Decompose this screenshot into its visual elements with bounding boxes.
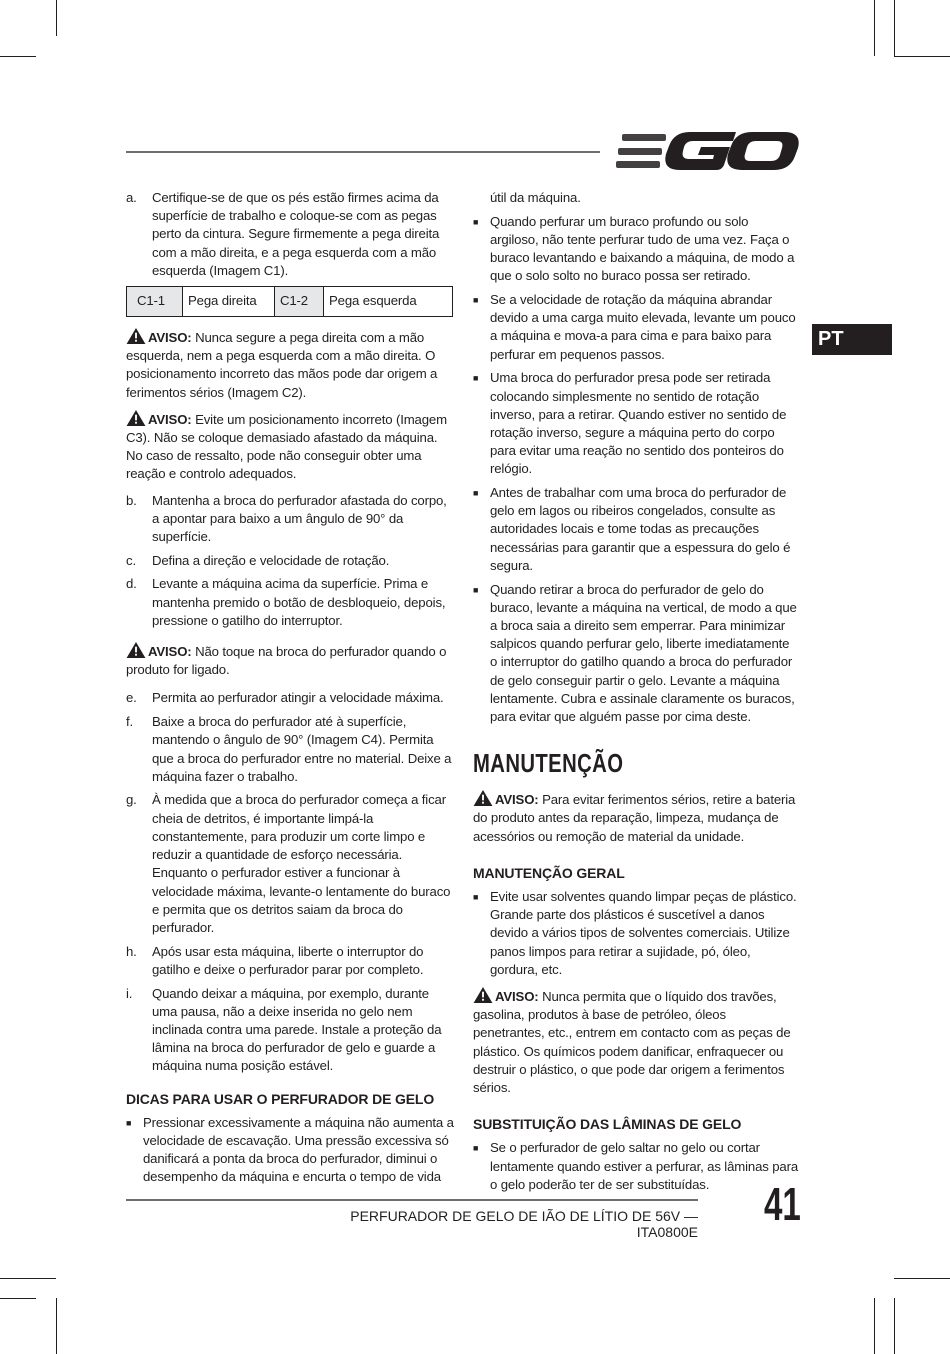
warning-icon [126,410,146,426]
warning-icon [126,328,146,344]
crop-mark [894,1298,895,1354]
list-marker: b. [126,492,137,508]
table-label: Pega esquerda [324,287,453,317]
warning-head: AVISO: [495,792,539,808]
list-text: Permita ao perfurador atingir a velocidade máxima. [152,690,444,706]
list-item [126,552,454,570]
bullet-square-icon: ■ [473,373,479,384]
crop-mark [0,1298,36,1299]
warning-head: AVISO: [148,330,192,346]
warning-head: AVISO: [148,411,192,427]
section-heading: DICAS PARA USAR O PERFURADOR DE GELO [126,1090,435,1107]
bullet-text: Evite usar solventes quando limpar peças de plástico. Grande parte dos plásticos é suscetível a danos devido a vários tipos de solventes comerciais. Utilize panos limpos para retirar a sujidade, pó, óleo, gordura, etc. [490,889,797,977]
crop-mark [0,56,36,57]
list-marker: f. [126,714,134,730]
warning-head: AVISO: [148,644,192,660]
list-marker: i. [126,985,133,1001]
ego-logo [616,128,800,174]
table-code: C1-1 [127,287,183,317]
language-tab: PT [812,324,892,355]
warning-text: Não toque na broca do perfurador quando o produto for ligado. [126,644,447,678]
bullet-text: Quando perfurar um buraco profundo ou solo argiloso, não tente perfurar tudo de uma vez. Faça o buraco levantando e baixando a máquina, de modo a que o solo solto no buraco possa ser retirado. [490,213,795,284]
bullet-text: útil da máquina. [490,190,581,205]
crop-mark [874,1298,875,1354]
list-item [126,791,454,937]
bullet-item [473,888,799,979]
list-text: Baixe a broca do perfurador até à superfície, mantendo o ângulo de 90° (Imagem C4). Permita que a broca do perfurador entre no material. Deixe a máquina fazer o trabalho. [152,714,452,784]
list-marker: d. [126,576,137,592]
section-heading: SUBSTITUIÇÃO DAS LÂMINAS DE GELO [473,1116,742,1133]
crop-mark [874,0,875,56]
list-text: Defina a direção e velocidade de rotação. [152,552,390,568]
bullet-square-icon: ■ [473,584,479,595]
bullet-square-icon: ■ [473,216,479,227]
warning-text: Nunca segure a pega direita com a mão esquerda, nem a pega esquerda com a mão direita. O posicionamento incorreto das mãos pode dar origem a ferimentos sérios (Imagem C2). [126,330,438,400]
warning [126,642,454,679]
page-number: 41 [764,1178,801,1230]
crop-mark [894,0,895,56]
warning [473,987,799,1097]
list-item [126,189,454,280]
list-item [126,492,454,547]
bullet-text: Se o perfurador de gelo saltar no gelo ou cortar lentamente quando estiver a perfurar, as lâminas para o gelo poderão ter de ser substituídas. [490,1140,799,1192]
warning [126,410,454,484]
crop-mark [0,1278,56,1279]
bullet-text: Pressionar excessivamente a máquina não aumenta a velocidade de escavação. Uma pressão excessiva só danificará a ponta da broca do perfurador, diminui o desempenho da máquina e encurta o tempo de vida [143,1114,454,1185]
table-label: Pega direita [183,287,275,317]
list-text: Após usar esta máquina, liberte o interruptor do gatilho e deixe o perfurador parar por completo. [152,943,424,977]
bullet-square-icon: ■ [473,295,479,306]
warning-icon [473,790,493,806]
bullet-text: Antes de trabalhar com uma broca do perfurador de gelo em lagos ou ribeiros congelados, consulte as autoridades locais e tome todas as precauções necessárias para garantir que a espessura do gelo é segura. [490,485,791,573]
handle-table [126,286,453,317]
list-marker: c. [126,552,136,568]
header-rule [126,151,600,153]
crop-mark [56,1298,57,1354]
bullet-item [126,1114,454,1187]
bullet-text: Se a velocidade de rotação da máquina abrandar devido a uma carga muito elevada, levante um pouco a máquina e mova-a para cima e para baixo para perfurar em pequenos passos. [490,292,796,362]
bullet-item [473,581,799,727]
list-item [126,689,454,707]
bullet-item [473,1139,799,1194]
list-text: À medida que a broca do perfurador começa a ficar cheia de detritos, é importante limpá-la constantemente, para produzir um corte limpo e reduzir a quantidade de esforço necessária. Enquanto o perfurador estiver a funcionar à velocidade máxima, levante-o lentamente do buraco e permita que os detritos saiam da broca do perfurador. [152,792,451,935]
list-text: Levante a máquina acima da superfície. Prima e mantenha premido o botão de desbloqueio, depois, pressione o gatilho do interruptor. [152,576,446,628]
bullet-item [473,484,799,575]
list-item [126,713,454,786]
bullet-spacer [473,189,490,207]
bullet-text: Quando retirar a broca do perfurador de gelo do buraco, levante a máquina na vertical, de modo a que a broca saia a direito sem emperrar. Para minimizar salpicos quando perfurar gelo, liberte imediatamente o interruptor do gatilho quando a broca do perfurador de gelo conseguir partir o gelo. Levante a máquina lentamente. Cubra e assinale claramente os buracos, para evitar que alguém passe por cima deste. [490,581,797,724]
list-marker: e. [126,690,137,706]
list-item [126,575,454,630]
footer-rule [126,1199,698,1201]
bullet-item [473,291,799,364]
warning-text: Para evitar ferimentos sérios, retire a bateria do produto antes da reparação, limpeza, mudança de acessórios ou remoção de material da unidade. [473,792,796,844]
list-marker: h. [126,943,137,959]
warning-icon [473,987,493,1003]
warning-text: Nunca permita que o líquido dos travões, gasolina, produtos à base de petróleo, óleos penetrantes, etc., entrem em contacto com as peças de plástico. Os químicos podem danificar, enfraquecer ou destruir o plástico, o que pode dar origem a ferimentos sérios. [473,989,791,1096]
maintenance-heading: MANUTENÇÃO [473,748,624,779]
bullet-item [473,189,799,207]
table-code: C1-2 [275,287,324,317]
section-heading: MANUTENÇÃO GERAL [473,864,625,881]
bullet-square-icon: ■ [126,1117,132,1128]
warning-text: Evite um posicionamento incorreto (Imagem C3). Não se coloque demasiado afastado da máquina. No caso de ressalto, pode não conseguir obter uma reação e controlo adequados. [126,411,447,482]
left-column [126,189,454,1192]
right-column [473,189,799,1200]
warning [126,328,454,402]
crop-mark [56,0,57,36]
list-item [126,943,454,979]
warning-head: AVISO: [495,989,539,1005]
list-marker: g. [126,792,137,808]
bullet-item [473,213,799,286]
bullet-square-icon: ■ [473,892,479,902]
bullet-text: Uma broca do perfurador presa pode ser retirada colocando simplesmente no sentido de rotação inverso, para a retirar. Quando estiver no sentido de rotação inverso, segure a máquina perto do corpo para evitar uma reação no sentido dos ponteiros do relógio. [490,370,787,477]
list-text: Quando deixar a máquina, por exemplo, durante uma pausa, não a deixe inserida no gelo nem inclinada contra uma parede. Instale a proteção da lâmina na broca do perfurador de gelo e guarde a máquina numa posição estável. [152,985,442,1074]
list-marker: a. [126,190,137,205]
crop-mark [0,36,56,37]
warning [473,790,799,846]
bullet-square-icon: ■ [473,488,479,499]
crop-mark [894,56,950,57]
list-text: Certifique-se de que os pés estão firmes acima da superfície de trabalho e coloque-se com as pegas perto da cintura. Segure firmemente a pega direita com a mão direita, e a pega esquerda com a mão esquerda (Imagem C1). [152,190,440,278]
footer-product: PERFURADOR DE GELO DE IÃO DE LÍTIO DE 56V — ITA0800E [350,1208,698,1240]
bullet-square-icon: ■ [473,1143,479,1154]
crop-mark [894,1278,950,1279]
list-text: Mantenha a broca do perfurador afastada do corpo, a apontar para baixo a um ângulo de 90° da superfície. [152,492,447,545]
bullet-item [473,369,799,478]
list-item [126,985,454,1076]
warning-icon [126,642,146,658]
